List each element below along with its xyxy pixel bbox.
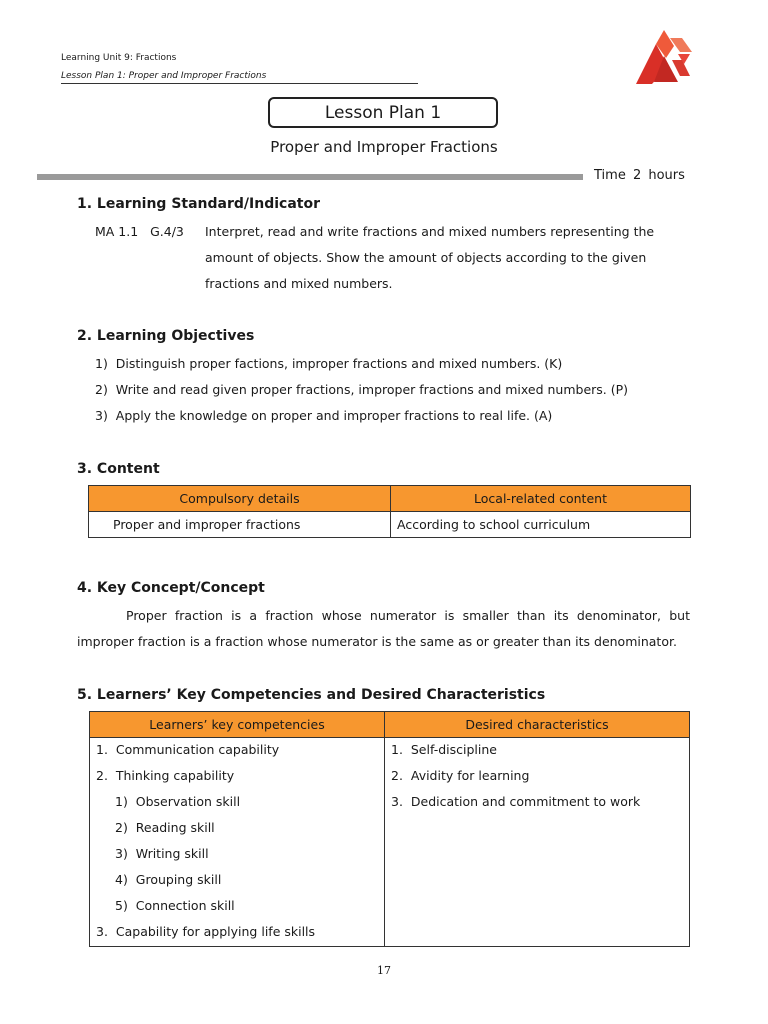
section2-heading: 2. Learning Objectives	[77, 328, 255, 344]
standard-line-2: amount of objects. Show the amount of objects according to the given	[205, 250, 647, 265]
characteristic-item: 3. Dedication and commitment to work	[391, 794, 641, 809]
content-cell-compulsory: Proper and improper fractions	[89, 512, 391, 538]
competency-subitem: 1) Observation skill	[115, 794, 241, 809]
competency-subitem: 5) Connection skill	[115, 898, 235, 913]
header-lesson: Lesson Plan 1: Proper and Improper Fractions	[61, 71, 267, 81]
competency-subitem: 2) Reading skill	[115, 820, 215, 835]
objective-3: 3) Apply the knowledge on proper and improper fractions to real life. (A)	[95, 408, 553, 423]
header-unit: Learning Unit 9: Fractions	[61, 53, 177, 63]
concept-line-1: Proper fraction is a fraction whose numerator is smaller than its denominator, but	[126, 608, 690, 623]
header-divider	[61, 83, 418, 84]
competency-subitem: 3) Writing skill	[115, 846, 209, 861]
section4-heading: 4. Key Concept/Concept	[77, 580, 265, 596]
competency-table	[89, 711, 690, 947]
content-table	[88, 485, 691, 538]
competency-subitem: 4) Grouping skill	[115, 872, 222, 887]
standard-line-3: fractions and mixed numbers.	[205, 276, 393, 291]
concept-line-2: improper fraction is a fraction whose numerator is the same as or greater than its denominator.	[77, 634, 677, 649]
objective-1: 1) Distinguish proper factions, improper fractions and mixed numbers. (K)	[95, 356, 563, 371]
title-rule	[37, 174, 583, 180]
competency-col-characteristics: Desired characteristics	[385, 712, 690, 738]
content-col-local: Local-related content	[391, 486, 691, 512]
competency-cell-key	[90, 738, 385, 947]
page-number: 17	[377, 964, 391, 977]
characteristic-item: 2. Avidity for learning	[391, 768, 530, 783]
standard-code: MA 1.1 G.4/3	[95, 224, 184, 239]
time-label: Time 2 hours	[594, 168, 685, 183]
objective-2: 2) Write and read given proper fractions, improper fractions and mixed numbers. (P)	[95, 382, 629, 397]
competency-item: 1. Communication capability	[96, 742, 280, 757]
section3-heading: 3. Content	[77, 461, 160, 477]
page-title: Lesson Plan 1	[268, 97, 498, 128]
triangle-logo-icon	[634, 30, 696, 86]
characteristic-item: 1. Self-discipline	[391, 742, 497, 757]
competency-col-key: Learners’ key competencies	[90, 712, 385, 738]
characteristics-cell	[385, 738, 690, 947]
competency-item: 3. Capability for applying life skills	[96, 924, 316, 939]
page-subtitle: Proper and Improper Fractions	[270, 138, 498, 156]
standard-line-1: Interpret, read and write fractions and mixed numbers representing the	[205, 224, 655, 239]
competency-item: 2. Thinking capability	[96, 768, 235, 783]
section1-heading: 1. Learning Standard/Indicator	[77, 196, 320, 212]
content-cell-local: According to school curriculum	[391, 512, 691, 538]
section5-heading: 5. Learners’ Key Competencies and Desired Characteristics	[77, 687, 546, 703]
content-col-compulsory: Compulsory details	[89, 486, 391, 512]
